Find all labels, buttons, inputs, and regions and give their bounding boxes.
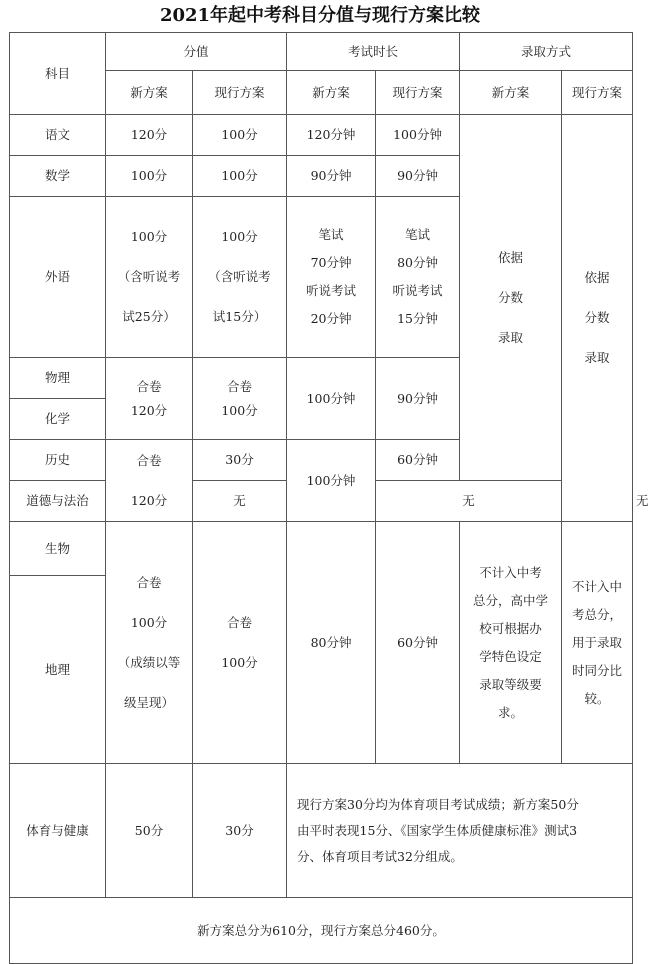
score-new-bio-geo: 合卷 100分 （成绩以等 级呈现） (106, 522, 193, 764)
subject-history: 历史 (10, 440, 106, 481)
row-chinese (10, 115, 633, 156)
row-morality-law: 道德与法治 无 无 无 (10, 481, 633, 522)
time-current-history: 60分钟 (376, 440, 460, 481)
header-admission: 录取方式 (460, 33, 633, 71)
admission-new-score-based: 依据 分数 录取 (460, 115, 562, 481)
subject-physics: 物理 (10, 358, 106, 399)
admission-current-score-based: 依据 分数 录取 (562, 115, 633, 522)
time-new-math: 90分钟 (287, 156, 376, 197)
admission-current-bio-geo: 不计入中 考总分， 用于录取 时同分比 较。 (562, 522, 633, 764)
time-current-chinese: 100分钟 (376, 115, 460, 156)
row-biology (10, 522, 633, 576)
time-current-bio-geo: 60分钟 (376, 522, 460, 764)
score-new-chinese: 120分 (106, 115, 193, 156)
subject-chemistry: 化学 (10, 399, 106, 440)
score-new-hist-moral: 合卷 120分 (106, 440, 193, 522)
subject-chinese: 语文 (10, 115, 106, 156)
score-current-pe: 30分 (193, 764, 287, 898)
header-admission-current: 现行方案 (562, 71, 633, 115)
pe-note: 现行方案30分均为体育项目考试成绩；新方案50分 由平时表现15分、《国家学生体质健康标准》测试3 分、体育项目考试32分组成。 (287, 764, 633, 898)
time-new-hist-moral: 100分钟 (287, 440, 376, 522)
header-exam-time: 考试时长 (287, 33, 460, 71)
header-row-1 (10, 33, 633, 71)
time-current-math: 90分钟 (376, 156, 460, 197)
score-new-phys-chem: 合卷 120分 (106, 358, 193, 440)
score-current-chinese: 100分 (193, 115, 287, 156)
score-current-bio-geo: 合卷 100分 (193, 522, 287, 764)
row-total (10, 898, 633, 964)
comparison-table (9, 32, 649, 964)
time-new-bio-geo: 80分钟 (287, 522, 376, 764)
score-new-pe: 50分 (106, 764, 193, 898)
score-current-morality: 无 (193, 481, 287, 522)
subject-geography: 地理 (10, 576, 106, 764)
time-new-foreign: 笔试 70分钟 听说考试 20分钟 (287, 197, 376, 358)
score-current-math: 100分 (193, 156, 287, 197)
admission-new-bio-geo: 不计入中考 总分，高中学 校可根据办 学特色设定 录取等级要 求。 (460, 522, 562, 764)
score-current-phys-chem: 合卷 100分 (193, 358, 287, 440)
header-admission-new: 新方案 (460, 71, 562, 115)
subject-foreign-language: 外语 (10, 197, 106, 358)
subject-morality-law: 道德与法治 (10, 481, 106, 522)
score-new-foreign: 100分 （含听说考 试25分） (106, 197, 193, 358)
subject-biology: 生物 (10, 522, 106, 576)
time-new-phys-chem: 100分钟 (287, 358, 376, 440)
time-current-foreign: 笔试 80分钟 听说考试 15分钟 (376, 197, 460, 358)
header-score-new: 新方案 (106, 71, 193, 115)
time-new-chinese: 120分钟 (287, 115, 376, 156)
header-score: 分值 (106, 33, 287, 71)
row-pe-health (10, 764, 633, 898)
score-current-foreign: 100分 （含听说考 试15分） (193, 197, 287, 358)
total-note: 新方案总分为610分，现行方案总分460分。 (10, 898, 633, 964)
subject-math: 数学 (10, 156, 106, 197)
score-new-math: 100分 (106, 156, 193, 197)
time-current-phys-chem: 90分钟 (376, 358, 460, 440)
time-current-morality: 无 (376, 481, 562, 522)
header-time-new: 新方案 (287, 71, 376, 115)
header-subject: 科目 (10, 33, 106, 115)
subject-pe-health: 体育与健康 (10, 764, 106, 898)
header-time-current: 现行方案 (376, 71, 460, 115)
page-title: 2021年起中考科目分值与现行方案比较 (159, 5, 481, 26)
header-score-current: 现行方案 (193, 71, 287, 115)
score-current-history: 30分 (193, 440, 287, 481)
